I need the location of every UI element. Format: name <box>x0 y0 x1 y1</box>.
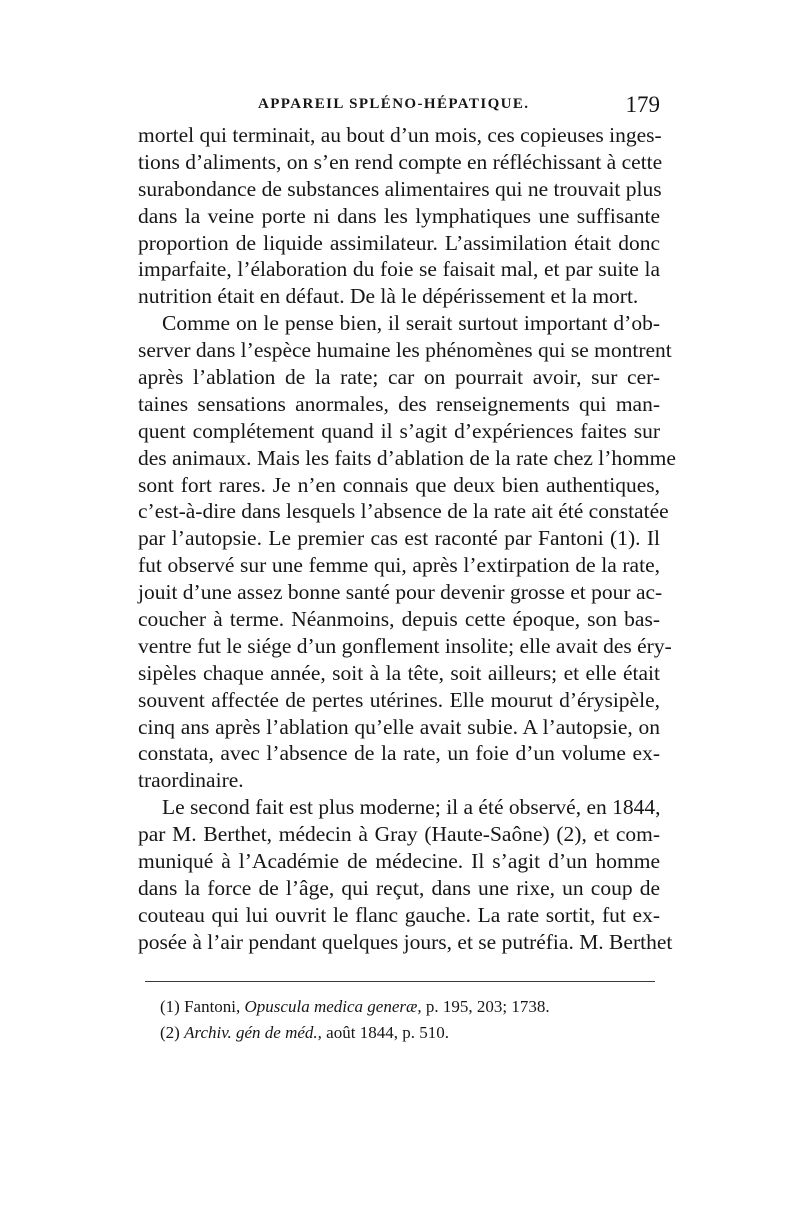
footnote-marker: (1) <box>160 997 180 1016</box>
running-head <box>138 92 660 122</box>
text-line: des animaux. Mais les faits d’ablation de la rate chez l’homme <box>138 445 676 470</box>
footnote-rule <box>145 981 655 982</box>
footnote-title: Opuscula medica generæ, <box>244 997 422 1016</box>
footnote-1 <box>160 994 660 1020</box>
text-line: dans la veine porte ni dans les lymphatiques une suffisante <box>138 203 660 228</box>
footnote-reference: août 1844, p. 510. <box>326 1023 449 1042</box>
footnotes <box>160 994 660 1046</box>
footnote-title: Archiv. gén de méd., <box>184 1023 322 1042</box>
text-line: constata, avec l’absence de la rate, un foie d’un volume ex- <box>138 741 660 766</box>
text-line: c’est-à-dire dans lesquels l’absence de la rate ait été constatée <box>138 499 669 524</box>
footnote-marker: (2) <box>160 1023 180 1042</box>
text-line: coucher à terme. Néanmoins, depuis cette époque, son bas- <box>138 607 660 632</box>
footnote-author: Fantoni, <box>184 997 241 1016</box>
text-line: posée à l’air pendant quelques jours, et se putréfia. M. Berthet <box>138 929 673 954</box>
text-line: nutrition était en défaut. De là le dépérissement et la mort. <box>138 284 639 309</box>
text-line: surabondance de substances alimentaires qui ne trouvait plus <box>138 176 662 201</box>
text-line: par l’autopsie. Le premier cas est raconté par Fantoni (1). Il <box>138 526 660 551</box>
running-title: APPAREIL SPLÉNO-HÉPATIQUE. <box>258 96 530 112</box>
text-line: traordinaire. <box>138 768 244 793</box>
paragraph-start-line: Comme on le pense bien, il serait surtout important d’ob- <box>162 311 660 336</box>
text-line: jouit d’une assez bonne santé pour devenir grosse et pour ac- <box>138 580 663 605</box>
text-line: quent complétement quand il s’agit d’expériences faites sur <box>138 418 660 443</box>
text-line: muniqué à l’Académie de médecine. Il s’agit d’un homme <box>138 849 660 874</box>
text-line: après l’ablation de la rate; car on pourrait avoir, sur cer- <box>138 365 660 390</box>
paragraph-start-line: Le second fait est plus moderne; il a été observé, en 1844, <box>162 795 661 820</box>
text-line: proportion de liquide assimilateur. L’assimilation était donc <box>138 230 660 255</box>
text-line: sont fort rares. Je n’en connais que deux bien authentiques, <box>138 472 660 497</box>
text-line: ventre fut le siége d’un gonflement insolite; elle avait des éry- <box>138 633 672 658</box>
page-number: 179 <box>625 92 660 117</box>
body-text <box>138 122 676 956</box>
text-line: taines sensations anormales, des renseignements qui man- <box>138 391 660 416</box>
text-line: tions d’aliments, on s’en rend compte en réfléchissant à cette <box>138 149 663 174</box>
text-line: par M. Berthet, médecin à Gray (Haute-Saône) (2), et com- <box>138 822 660 847</box>
text-line: mortel qui terminait, au bout d’un mois, ces copieuses inges- <box>138 123 662 147</box>
text-line: couteau qui lui ouvrit le flanc gauche. La rate sortit, fut ex- <box>138 902 660 927</box>
text-line: sipèles chaque année, soit à la tête, soit ailleurs; et elle était <box>138 660 660 685</box>
text-line: dans la force de l’âge, qui reçut, dans une rixe, un coup de <box>138 875 660 900</box>
text-line: imparfaite, l’élaboration du foie se faisait mal, et par suite la <box>138 257 660 282</box>
footnote-reference: p. 195, 203; 1738. <box>425 997 550 1016</box>
text-line: fut observé sur une femme qui, après l’extirpation de la rate, <box>138 553 660 578</box>
text-line: cinq ans après l’ablation qu’elle avait subie. A l’autopsie, on <box>138 714 660 739</box>
text-line: souvent affectée de pertes utérines. Elle mourut d’érysipèle, <box>138 687 660 712</box>
footnote-2 <box>160 1020 660 1046</box>
text-line: server dans l’espèce humaine les phénomènes qui se montrent <box>138 338 672 363</box>
